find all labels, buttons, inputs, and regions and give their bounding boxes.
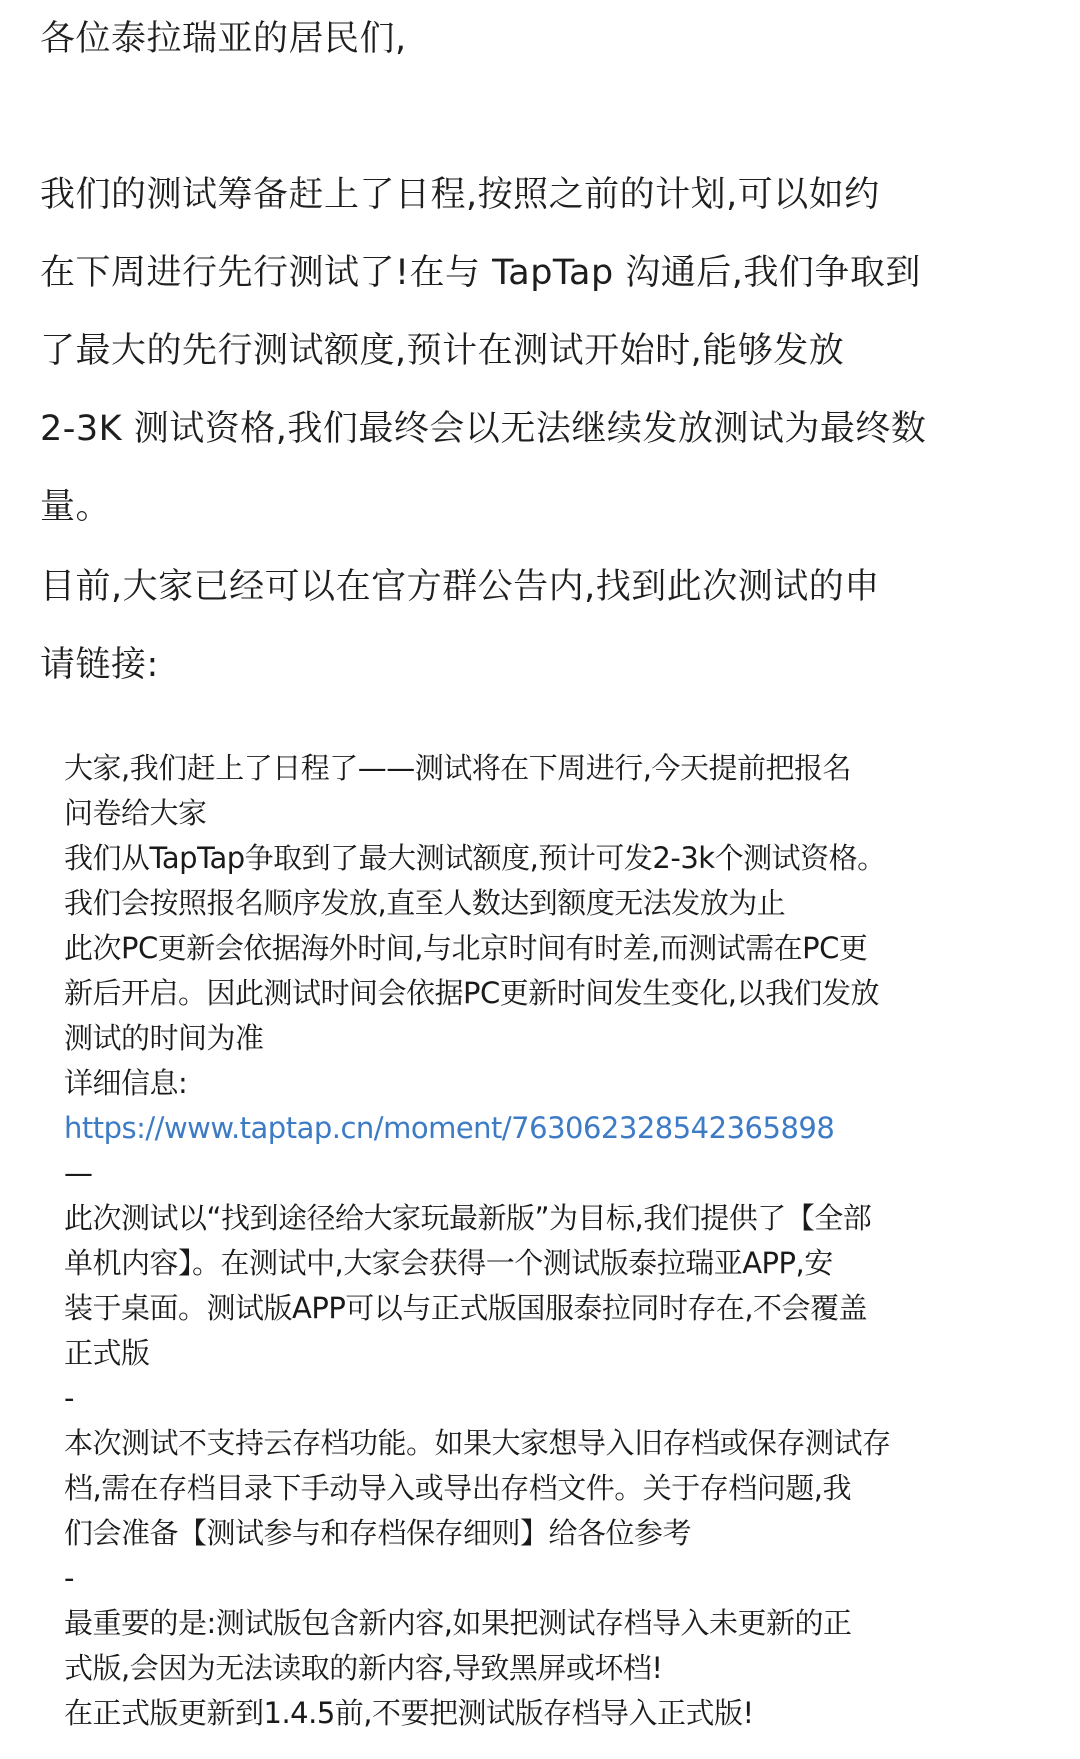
- notice-line: 装于桌面。测试版APP可以与正式版国服泰拉同时存在,不会覆盖: [64, 1291, 868, 1325]
- paragraph-apply-link: [40, 548, 880, 704]
- notice-line: 本次测试不支持云存档功能。如果大家想导入旧存档或保存测试存: [64, 1426, 891, 1460]
- notice-line: —: [64, 1156, 93, 1190]
- paragraph-line: 了最大的先行测试额度,预计在测试开始时,能够发放: [40, 331, 845, 371]
- notice-line: 在正式版更新到1.4.5前,不要把测试版存档导入正式版!: [64, 1696, 754, 1730]
- detail-link[interactable]: https://www.taptap.cn/moment/763062328542365898: [64, 1111, 835, 1145]
- paragraph-line: 目前,大家已经可以在官方群公告内,找到此次测试的申: [40, 567, 880, 607]
- notice-line: 们会准备【测试参与和存档保存细则】给各位参考: [64, 1516, 692, 1550]
- notice-line: 测试的时间为准: [64, 1021, 264, 1055]
- notice-line: 问卷给大家: [64, 796, 207, 830]
- notice-line: 式版,会因为无法读取的新内容,导致黑屏或坏档!: [64, 1651, 663, 1685]
- notice-line: 档,需在存档目录下手动导入或导出存档文件。关于存档问题,我: [64, 1471, 851, 1505]
- notice-line: 详细信息:: [64, 1066, 188, 1100]
- notice-line: 我们会按照报名顺序发放,直至人数达到额度无法发放为止: [64, 886, 786, 920]
- paragraph-line: 请链接:: [40, 645, 159, 685]
- notice-line: -: [64, 1381, 74, 1415]
- paragraph-line: 在下周进行先行测试了!在与 TapTap 沟通后,我们争取到: [40, 253, 921, 293]
- notice-line: 我们从TapTap争取到了最大测试额度,预计可发2-3k个测试资格。: [64, 841, 886, 875]
- notice-line: 此次PC更新会依据海外时间,与北京时间有时差,而测试需在PC更: [64, 931, 868, 965]
- greeting: 各位泰拉瑞亚的居民们,: [40, 19, 407, 59]
- group-announcement-screenshot: [64, 746, 1024, 1736]
- notice-line: 单机内容】。在测试中,大家会获得一个测试版泰拉瑞亚APP,安: [64, 1246, 833, 1280]
- notice-line: 正式版: [64, 1336, 150, 1370]
- notice-line: 最重要的是:测试版包含新内容,如果把测试存档导入未更新的正: [64, 1606, 852, 1640]
- paragraph-line: 量。: [40, 487, 112, 527]
- notice-line: -: [64, 1561, 74, 1595]
- notice-line: 新后开启。因此测试时间会依据PC更新时间发生变化,以我们发放: [64, 976, 879, 1010]
- paragraph-test-announcement: [40, 156, 926, 546]
- notice-line: 大家,我们赶上了日程了——测试将在下周进行,今天提前把报名: [64, 751, 851, 785]
- paragraph-line: 我们的测试筹备赶上了日程,按照之前的计划,可以如约: [40, 175, 880, 215]
- notice-line: 此次测试以“找到途径给大家玩最新版”为目标,我们提供了【全部: [64, 1201, 872, 1235]
- paragraph-line: 2-3K 测试资格,我们最终会以无法继续发放测试为最终数: [40, 409, 927, 449]
